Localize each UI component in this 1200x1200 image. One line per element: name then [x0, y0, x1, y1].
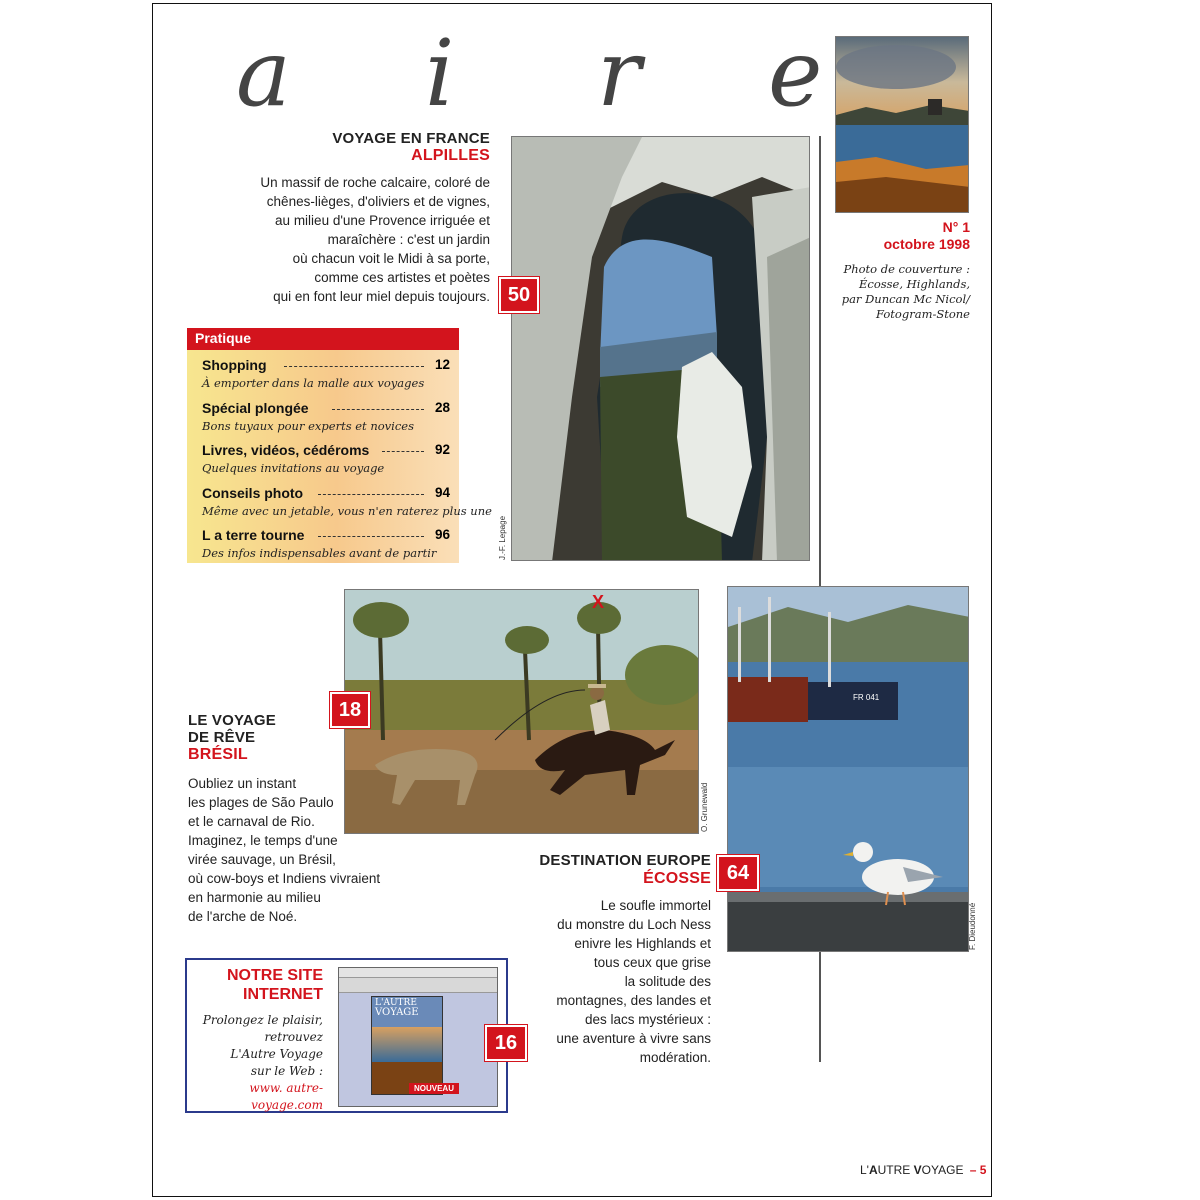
dash-leader: [284, 366, 424, 367]
dash-leader: [318, 494, 424, 495]
alpilles-text-line: comme ces artistes et poètes: [314, 270, 490, 285]
site-text-line: sur le Web :: [250, 1064, 323, 1078]
footer: [860, 1163, 986, 1177]
ecosse-text-line: du monstre du Loch Ness: [557, 917, 711, 932]
browser-titlebar: [339, 968, 497, 978]
ecosse-photo-image: [728, 587, 969, 952]
alpilles-heading: [290, 130, 490, 165]
footer-magazine-prefix: L': [860, 1163, 869, 1177]
pratique-item-page: 94: [434, 485, 450, 500]
alpilles-kicker: VOYAGE EN FRANCE: [332, 130, 490, 147]
internet-site-box: [185, 958, 508, 1113]
site-text-line: retrouvez: [264, 1030, 323, 1044]
pratique-item-title: Livres, vidéos, cédéroms: [202, 442, 370, 458]
site-title: INTERNET: [243, 986, 323, 1003]
ecosse-credit: F. Dieudonné: [968, 902, 977, 950]
screen-cover: [371, 996, 443, 1095]
pratique-item-subtitle: Bons tuyaux pour experts et novices: [202, 419, 414, 433]
pratique-box: [187, 328, 492, 563]
ecosse-text: [530, 896, 711, 1067]
ecosse-heading: [510, 852, 711, 888]
bresil-title: BRÉSIL: [188, 746, 248, 763]
ecosse-title: ÉCOSSE: [643, 870, 711, 887]
bresil-kicker: LE VOYAGE: [188, 712, 276, 729]
ecosse-text-line: enivre les Highlands et: [574, 936, 711, 951]
ecosse-text-line: la solitude des: [624, 974, 711, 989]
cover-caption: [820, 262, 970, 322]
pratique-item-page: 28: [434, 400, 450, 415]
footer-magazine-mid: UTRE: [877, 1163, 914, 1177]
cover-caption-line: Écosse, Highlands,: [858, 277, 970, 291]
pratique-item-photo[interactable]: [202, 485, 492, 518]
pratique-item-title: Spécial plongée: [202, 400, 309, 416]
cover-photo: [835, 36, 969, 213]
bresil-mark: X: [592, 592, 605, 612]
pratique-item-page: 96: [434, 527, 450, 542]
bresil-text-line: virée sauvage, un Brésil,: [188, 852, 336, 867]
browser-screenshot: [338, 967, 498, 1107]
issue-info: [830, 219, 970, 253]
header-letter-e: e: [768, 20, 823, 127]
dash-leader: [382, 451, 424, 452]
ecosse-text-line: modération.: [639, 1050, 711, 1065]
screen-cover-image: [372, 1027, 442, 1062]
alpilles-photo: [511, 136, 810, 561]
ecosse-photo: [727, 586, 969, 952]
alpilles-text-line: où chacun voit le Midi à sa porte,: [292, 251, 490, 266]
ecosse-text-line: Le soufle immortel: [600, 898, 711, 913]
footer-page-number: – 5: [969, 1163, 987, 1177]
bresil-text-line: les plages de São Paulo: [188, 795, 334, 810]
ecosse-text-line: une aventure à vivre sans: [556, 1031, 711, 1046]
pratique-item-livres[interactable]: [202, 442, 450, 475]
bresil-credit: O. Grunewald: [700, 782, 709, 832]
bresil-text-line: Imaginez, le temps d'une: [188, 833, 338, 848]
issue-number: N° 1: [942, 219, 970, 235]
dash-leader: [332, 409, 424, 410]
screen-logo-line: L'AUTRE: [375, 998, 417, 1008]
alpilles-text-line: Un massif de roche calcaire, coloré de: [260, 175, 490, 190]
bresil-text: [188, 774, 388, 926]
header-letter-a: a: [236, 20, 291, 127]
vertical-rule-top: [819, 136, 821, 586]
site-url[interactable]: www. autre-voyage.com: [249, 1081, 323, 1112]
browser-toolbar: [339, 978, 497, 993]
cover-caption-line: par Duncan Mc Nicol/: [841, 292, 970, 306]
pratique-item-shopping[interactable]: [202, 357, 450, 390]
bresil-text-line: où cow-boys et Indiens vivraient: [188, 871, 381, 886]
alpilles-text-line: chênes-lièges, d'oliviers et de vignes,: [266, 194, 490, 209]
pratique-item-page: 12: [434, 357, 450, 372]
vertical-rule-bottom: [819, 952, 821, 1062]
site-page-box[interactable]: 16: [485, 1025, 527, 1061]
footer-magazine-v: V: [913, 1163, 922, 1177]
dash-leader: [318, 536, 424, 537]
ecosse-text-line: montagnes, des landes et: [556, 993, 711, 1008]
site-text: [187, 1012, 323, 1114]
site-text-line: L'Autre Voyage: [230, 1047, 323, 1061]
pratique-item-subtitle: Des infos indispensables avant de partir: [202, 546, 437, 560]
screen-badge: NOUVEAU: [409, 1083, 459, 1094]
footer-magazine-a: A: [868, 1163, 878, 1177]
alpilles-credit: J.-F. Lepage: [498, 515, 507, 560]
cover-caption-line: Fotogram-Stone: [876, 307, 970, 321]
pratique-item-subtitle: Quelques invitations au voyage: [202, 461, 385, 475]
screen-logo: [372, 997, 442, 1017]
pratique-item-subtitle: Même avec un jetable, vous n'en raterez plus une: [202, 504, 492, 518]
bresil-text-line: en harmonie au milieu: [188, 890, 321, 905]
alpilles-text-line: au milieu d'une Provence irriguée et: [275, 213, 490, 228]
header-letter-r: r: [597, 20, 641, 127]
header-letter-i: i: [425, 20, 455, 127]
boat-label: FR 041: [853, 693, 880, 702]
bresil-page-box[interactable]: 18: [330, 692, 370, 728]
alpilles-text: [250, 173, 490, 306]
pratique-item-title: Conseils photo: [202, 485, 304, 501]
bresil-heading: [188, 712, 328, 764]
bresil-kicker: DE RÊVE: [188, 729, 256, 746]
alpilles-text-line: maraîchère : c'est un jardin: [327, 232, 490, 247]
site-heading: [193, 966, 323, 1004]
pratique-heading: Pratique: [187, 328, 459, 350]
pratique-item-terre[interactable]: [202, 527, 450, 560]
bresil-text-line: Oubliez un instant: [188, 776, 297, 791]
alpilles-photo-image: [512, 137, 810, 561]
screen-logo-line: VOYAGE: [375, 1007, 419, 1018]
bresil-text-line: de l'arche de Noé.: [188, 909, 298, 924]
site-text-line: Prolongez le plaisir,: [202, 1013, 323, 1027]
bresil-photo: [344, 589, 699, 834]
pratique-item-plongee[interactable]: [202, 400, 450, 433]
alpilles-text-line: qui en font leur miel depuis toujours.: [273, 289, 490, 304]
cover-caption-line: Photo de couverture :: [843, 262, 970, 276]
alpilles-page-box[interactable]: 50: [499, 277, 539, 313]
ecosse-text-line: des lacs mystérieux :: [584, 1012, 711, 1027]
ecosse-kicker: DESTINATION EUROPE: [539, 852, 711, 869]
ecosse-page-box[interactable]: 64: [717, 855, 759, 891]
cover-photo-image: [836, 37, 969, 213]
pratique-item-subtitle: À emporter dans la malle aux voyages: [202, 376, 425, 390]
pratique-item-title: L a terre tourne: [202, 527, 305, 543]
bresil-photo-image: [345, 590, 699, 834]
site-title: NOTRE SITE: [226, 967, 323, 984]
footer-magazine-end: OYAGE: [921, 1163, 964, 1177]
issue-date: octobre 1998: [883, 236, 970, 252]
pratique-item-page: 92: [434, 442, 450, 457]
pratique-item-title: Shopping: [202, 357, 267, 373]
alpilles-title: ALPILLES: [411, 147, 490, 164]
bresil-text-line: et le carnaval de Rio.: [188, 814, 315, 829]
ecosse-text-line: tous ceux que grise: [593, 955, 711, 970]
